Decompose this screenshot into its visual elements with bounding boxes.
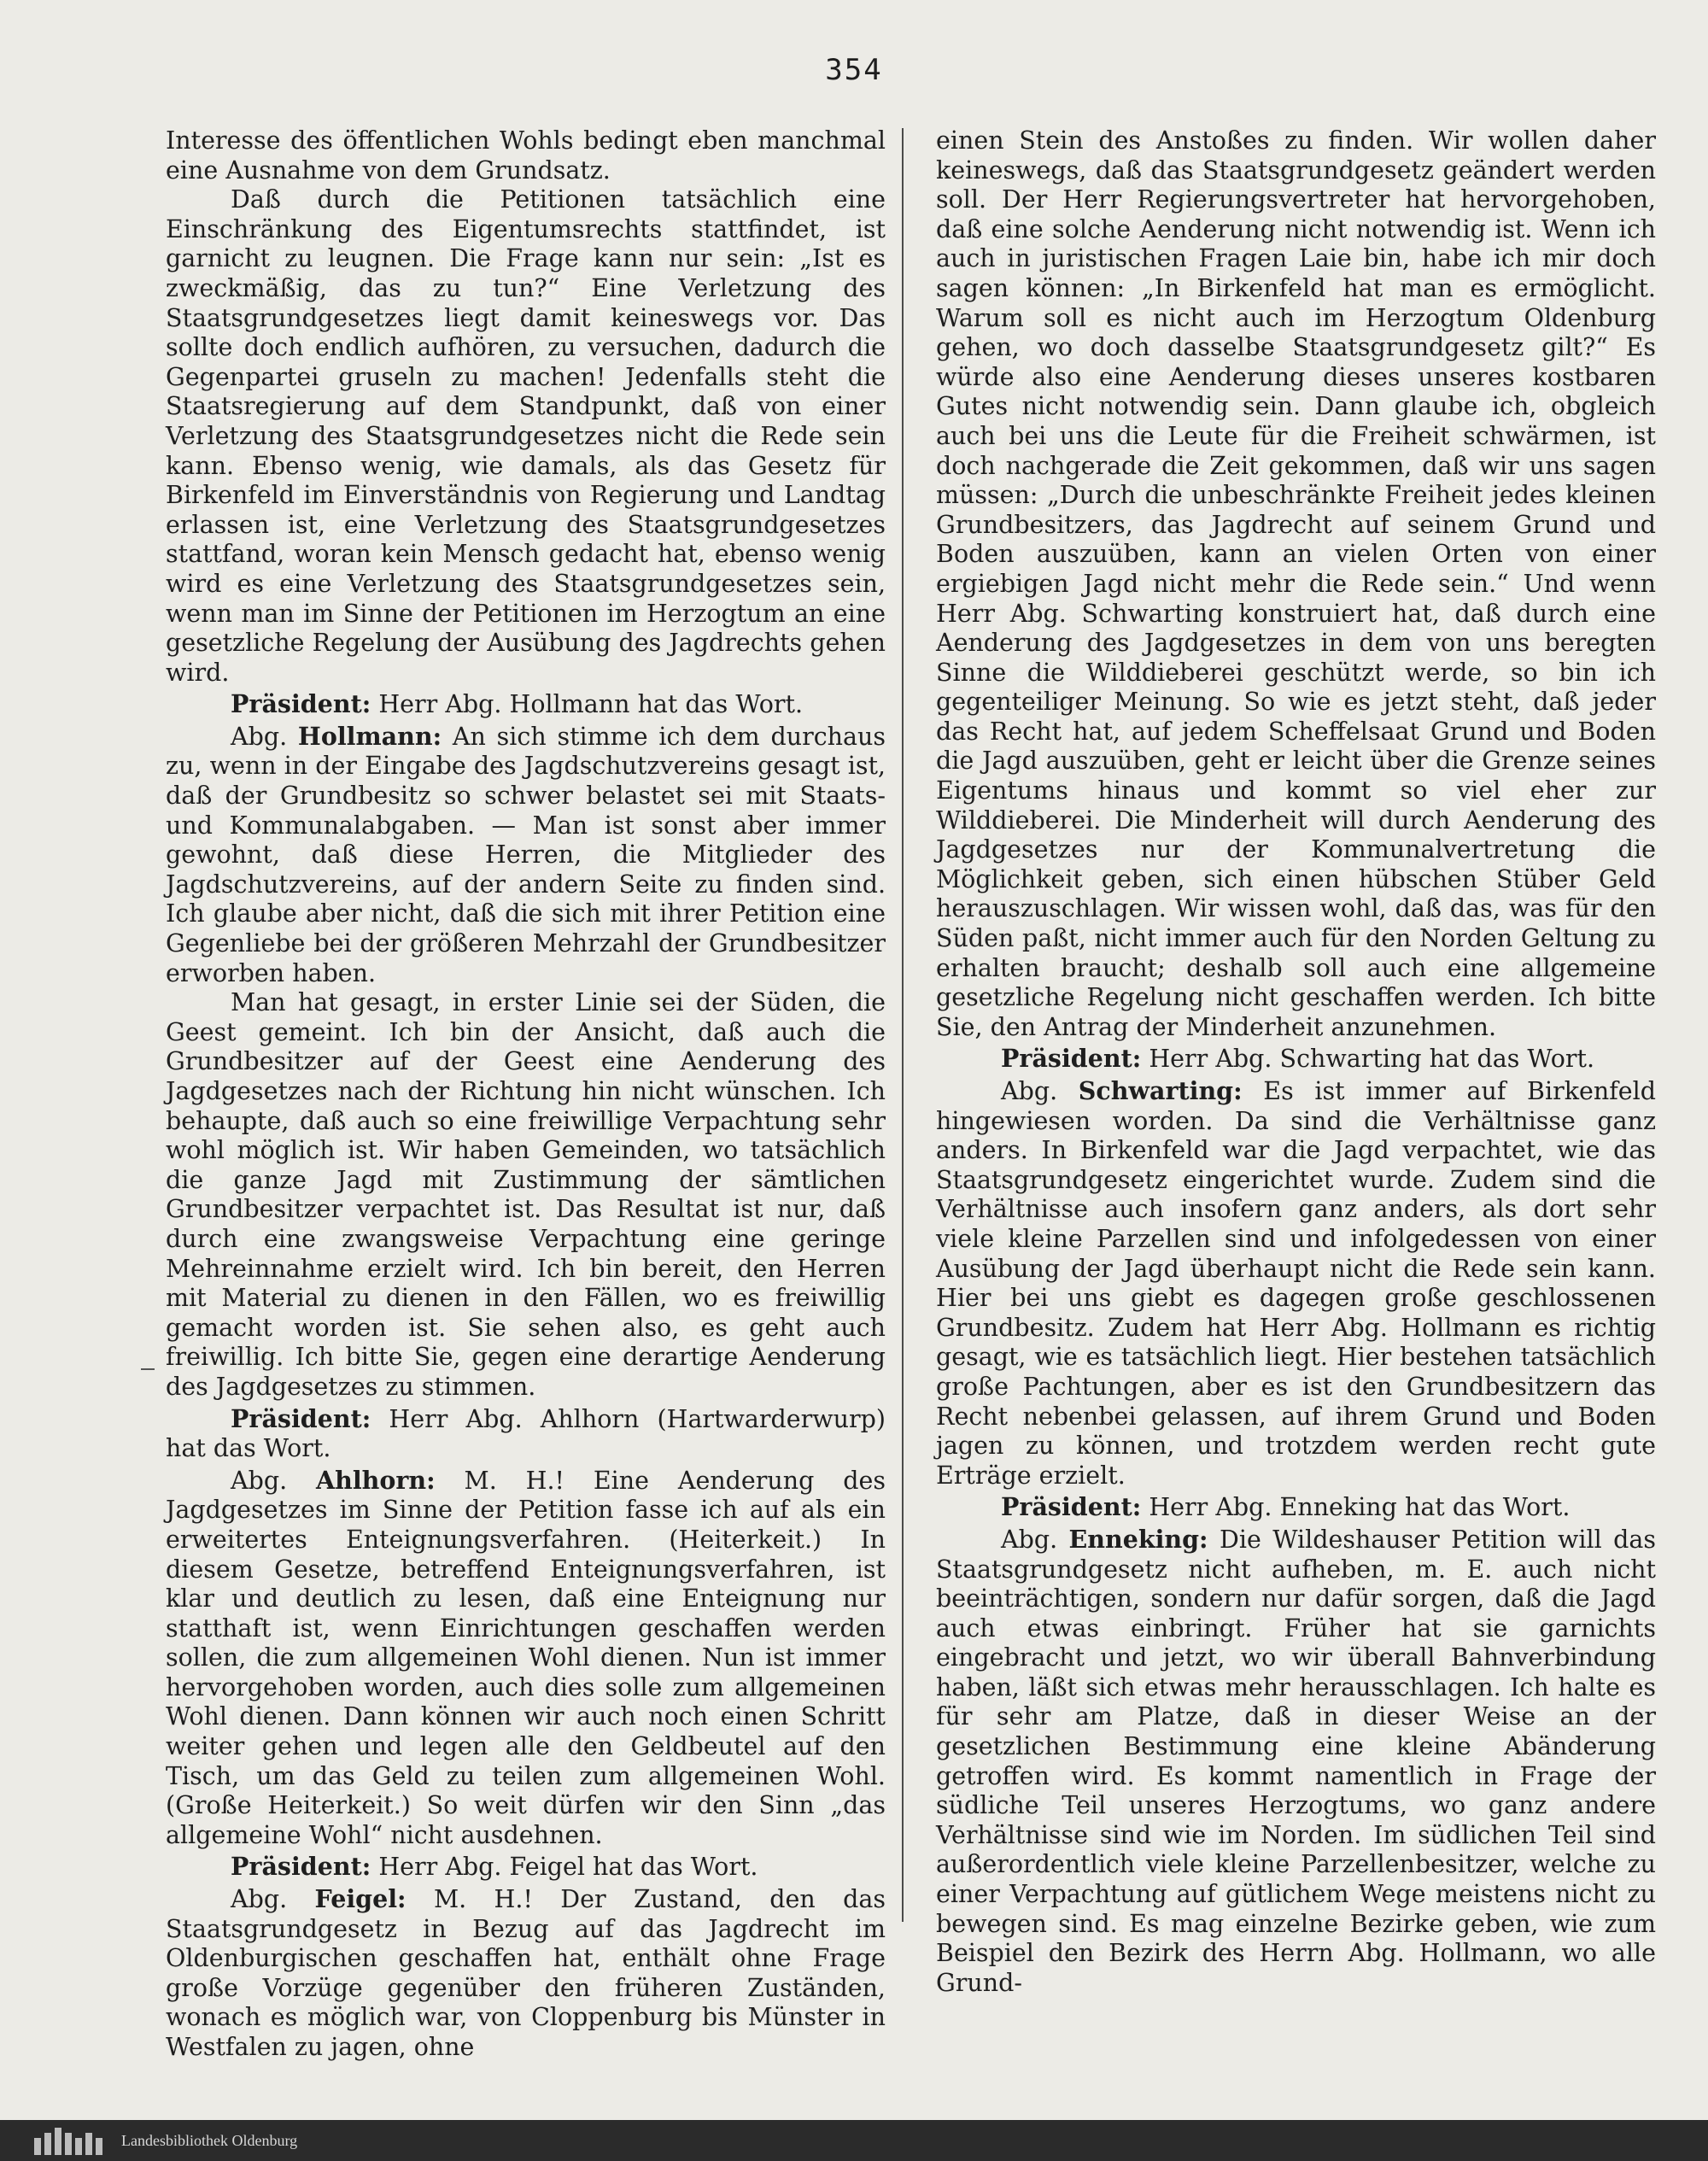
speaker-statement	[166, 1884, 886, 2063]
footer-bar	[0, 2120, 1708, 2161]
paragraph: einen Stein des Anstoßes zu finden. Wir wollen daher keineswegs, daß das Staatsgrundgesetz geändert werden soll. Der Herr Regierungsvertreter hat hervorgehoben, daß eine solche Aenderung nicht notwendig ist. Wenn ich auch in juristischen Fragen Laie bin, habe ich mir doch sagen können: „In Birkenfeld hat man es ermöglicht. Warum soll es nicht auch im Herzogtum Oldenburg gehen, wo doch dasselbe Staatsgrundgesetz gilt?“ Es würde also eine Aenderung dieses unseres kostbaren Gutes nicht notwendig sein. Dann glaube ich, obgleich auch bei uns die Leute für die Freiheit schwärmen, ist doch nachgerade die Zeit gekommen, daß wir uns sagen müssen: „Durch die unbeschränkte Freiheit jedes kleinen Grundbesitzers, das Jagdrecht auf seinem Grund und Boden auszuüben, kann an vielen Orten von einer ergiebigen Jagd nicht mehr die Rede sein.“ Und wenn Herr Abg. Schwarting konstruiert hat, daß durch eine Aenderung des Jagdgesetzes in dem von uns beregten Sinne die Wilddieberei geschützt werde, so bin ich gegenteiliger Meinung. So wie es jetzt steht, daß jeder das Recht hat, auf jedem Scheffelsaat Grund und Boden die Jagd auszuüben, geht er leicht über die Grenze seines Eigentums hinaus und kommt so viel eher zur Wilddieberei. Die Minderheit will durch Aenderung des Jagdgesetzes nur der Kommunalvertretung die Möglichkeit geben, sich einen hübschen Stüber Geld herauszuschlagen. Wir wissen wohl, daß das, was für den Süden paßt, nicht immer auch für den Norden Geltung zu erhalten braucht; deshalb soll auch eine allgemeine gesetzliche Regelung nicht geschaffen werden. Ich bitte Sie, den Antrag der Minderheit anzunehmen.	[936, 126, 1656, 1041]
speaker-name: Präsident:	[1001, 1044, 1142, 1074]
paragraph: Interesse des öffentlichen Wohls bedingt eben manchmal eine Ausnahme von dem Grundsatz.	[166, 126, 886, 184]
speaker-name: Präsident:	[231, 689, 371, 719]
speaker-name: Präsident:	[231, 1403, 371, 1433]
speaker-name: Präsident:	[1001, 1492, 1142, 1522]
speaker-name: Ahlhorn:	[316, 1465, 436, 1495]
speaker-statement	[936, 1525, 1656, 1999]
speaker-statement	[166, 1466, 886, 1851]
speech-text: Herr Abg. Enneking hat das Wort.	[1141, 1493, 1571, 1522]
speech-text: An sich stimme ich dem durchaus zu, wenn in der Eingabe des Jagdschutzvereins gesagt ist, daß der Grundbesitz so schwer belastet sei mit Staats- und Kommunalabgaben. — Man ist sonst aber immer gewohnt, daß diese Herren, die Mitglieder des Jagdschutzvereins, auf der andern Seite zu finden sind. Ich glaube aber nicht, daß die sich mit ihrer Petition eine Gegenliebe bei der größeren Mehrzahl der Grundbesitzer erworben haben.	[166, 722, 886, 987]
speech-text: Die Wildeshauser Petition will das Staatsgrundgesetz nicht aufheben, m. E. auch nicht beeinträchtigen, sondern nur dafür sorgen, daß die Jagd auch etwas einbringt. Früher hat sie garnichts eingebracht und jetzt, wo wir überall Bahnverbindung haben, läßt sich etwas mehr herausschlagen. Ich halte es für sehr am Platze, daß in dieser Weise an der gesetzlichen Bestimmung eine kleine Abänderung getroffen wird. Es kommt namentlich in Frage der südliche Teil unseres Herzogtums, wo ganz andere Verhältnisse sind wie im Norden. Im südlichen Teil sind außerordentlich viele kleine Parzellenbesitzer, welche zu einer Verpachtung auf gütlichem Wege meistens nicht zu bewegen sind. Es mag einzelne Bezirke geben, wie zum Beispiel den Bezirk des Herrn Abg. Hollmann, wo alle Grund-	[936, 1525, 1656, 1997]
speech-text: Es ist immer auf Birkenfeld hingewiesen worden. Da sind die Verhältnisse ganz anders. In Birkenfeld war die Jagd verpachtet, wie das Staatsgrundgesetz eingerichtet wurde. Zudem sind die Verhältnisse auch insofern ganz anders, als dort sehr viele kleine Parzellen sind und infolgedessen von einer Ausübung der Jagd überhaupt nicht die Rede sein kann. Hier bei uns giebt es dagegen große geschlossenen Grundbesitz. Zudem hat Herr Abg. Hollmann es richtig gesagt, wie es tatsächlich liegt. Hier bestehen tatsächlich große Pachtungen, aber es ist den Grundbesitzern das Recht nebenbei gelassen, auf ihrem Grund und Boden jagen zu können, und trotzdem werden recht gute Erträge erzielt.	[936, 1077, 1656, 1490]
speaker-name: Hollmann:	[297, 721, 442, 751]
speaker-name: Enneking:	[1068, 1524, 1208, 1554]
left-column	[166, 126, 886, 2061]
speaker-prefix: Abg.	[231, 1466, 316, 1495]
speaker-statement	[166, 722, 886, 988]
speech-text: M. H.! Der Zustand, den das Staatsgrundgesetz in Bezug auf das Jagdrecht im Oldenburgischen geschaffen hat, enthält ohne Frage große Vorzüge gegenüber den früheren Zuständen, wonach es möglich war, von Cloppenburg bis Münster in Westfalen zu jagen, ohne	[166, 1885, 886, 2061]
speech-text: M. H.! Eine Aenderung des Jagdgesetzes im Sinne der Petition fasse ich auf als ein erweitertes Enteignungsverfahren. (Heiterkeit.) In diesem Gesetze, betreffend Enteignungsverfahren, ist klar und deutlich zu lesen, daß eine Enteignung nur statthaft ist, wenn Einrichtungen geschaffen werden sollen, die zum allgemeinen Wohl dienen. Nun ist immer hervorgehoben worden, auch dies solle zum allgemeinen Wohl dienen. Dann können wir auch noch einen Schritt weiter gehen und legen alle den Geldbeutel auf den Tisch, um das Geld zu teilen zum allgemeinen Wohl. (Große Heiterkeit.) So weit dürfen wir den Sinn „das allgemeine Wohl“ nicht ausdehnen.	[166, 1466, 886, 1849]
speaker-name: Schwarting:	[1078, 1076, 1243, 1105]
page-number: 354	[825, 53, 883, 87]
speaker-name: Präsident:	[231, 1852, 371, 1882]
paragraph: Man hat gesagt, in erster Linie sei der Süden, die Geest gemeint. Ich bin der Ansicht, daß auch die Grundbesitzer auf der Geest eine Aenderung des Jagdgesetzes nach der Richtung hin nicht wünschen. Ich behaupte, daß auch so eine freiwillige Verpachtung sehr wohl möglich ist. Wir haben Gemeinden, wo tatsächlich die ganze Jagd mit Zustimmung der sämtlichen Grundbesitzer verpachtet ist. Das Resultat ist nur, daß durch eine zwangsweise Verpachtung eine geringe Mehreinnahme erzielt wird. Ich bin bereit, den Herren mit Material zu dienen in den Fällen, wo es freiwillig gemacht worden ist. Sie sehen also, es geht auch freiwillig. Ich bitte Sie, gegen eine derartige Aenderung des Jagdgesetzes zu stimmen.	[166, 988, 886, 1401]
library-building-icon	[34, 2126, 108, 2155]
president-statement	[166, 1404, 886, 1464]
speech-text: Herr Abg. Hollmann hat das Wort.	[371, 690, 804, 719]
president-statement	[936, 1044, 1656, 1075]
president-statement	[166, 1852, 886, 1883]
speaker-prefix: Abg.	[1001, 1525, 1069, 1554]
speaker-prefix: Abg.	[231, 1885, 315, 1914]
column-divider	[902, 128, 904, 1922]
president-statement	[166, 689, 886, 720]
speaker-statement	[936, 1076, 1656, 1490]
margin-mark	[141, 1368, 155, 1370]
library-name: Landesbibliothek Oldenburg	[121, 2131, 298, 2149]
right-column	[936, 126, 1656, 1997]
president-statement	[936, 1492, 1656, 1523]
speech-text: Herr Abg. Feigel hat das Wort.	[371, 1853, 758, 1882]
speech-text: Herr Abg. Ahlhorn (Hartwarderwurp) hat das Wort.	[166, 1404, 886, 1463]
speaker-prefix: Abg.	[1001, 1077, 1079, 1105]
speaker-name: Feigel:	[314, 1884, 407, 1914]
speech-text: Herr Abg. Schwarting hat das Wort.	[1141, 1045, 1595, 1074]
speaker-prefix: Abg.	[231, 722, 298, 751]
paragraph: Daß durch die Petitionen tatsächlich eine Einschränkung des Eigentumsrechts stattfindet, ist garnicht zu leugnen. Die Frage kann nur sein: „Ist es zweckmäßig, das zu tun?“ Eine Verletzung des Staatsgrundgesetzes liegt damit keineswegs vor. Das sollte doch endlich aufhören, zu versuchen, dadurch die Gegenpartei gruseln zu machen! Jedenfalls steht die Staatsregierung auf dem Standpunkt, daß von einer Verletzung des Staatsgrundgesetzes nicht die Rede sein kann. Ebenso wenig, wie damals, als das Gesetz für Birkenfeld im Einverständnis von Regierung und Landtag erlassen ist, eine Verletzung des Staatsgrundgesetzes stattfand, woran kein Mensch gedacht hat, ebenso wenig wird es eine Verletzung des Staatsgrundgesetzes sein, wenn man im Sinne der Petitionen im Herzogtum an eine gesetzliche Regelung der Ausübung des Jagdrechts gehen wird.	[166, 185, 886, 687]
